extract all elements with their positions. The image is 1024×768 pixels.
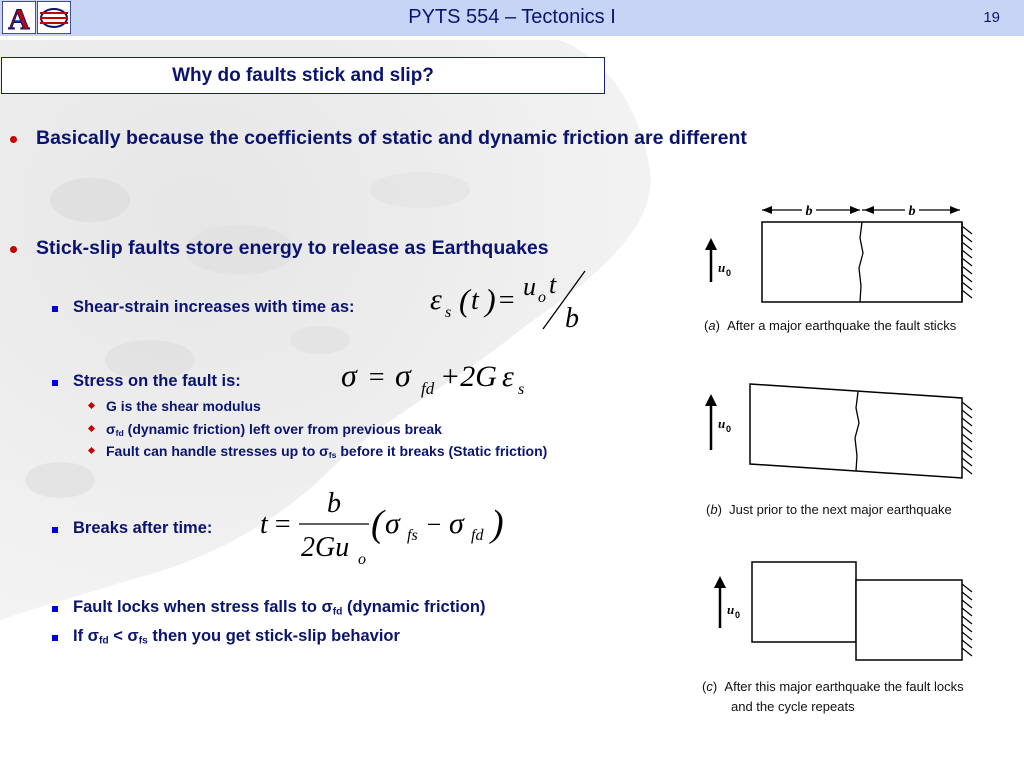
bullet-shear-modulus: G is the shear modulus: [106, 398, 261, 414]
svg-text:u: u: [727, 602, 735, 617]
svg-text:u: u: [718, 416, 726, 431]
bullet-breaks-after: Breaks after time:: [73, 519, 213, 537]
svg-text:fs: fs: [407, 527, 418, 544]
svg-text:0: 0: [735, 610, 741, 620]
equation-stress: [338, 352, 538, 404]
svg-text:2Gu: 2Gu: [301, 532, 350, 563]
svg-text:A: A: [8, 3, 30, 34]
svg-text:b: b: [805, 204, 813, 219]
svg-text:=: =: [367, 362, 386, 393]
svg-text:0: 0: [726, 424, 732, 434]
equation-shear-strain: [425, 265, 605, 335]
svg-text:t: t: [549, 270, 557, 299]
svg-text:t: t: [260, 509, 268, 540]
svg-text:b: b: [565, 303, 579, 334]
fault-diagram-c: [700, 556, 1000, 676]
course-title: PYTS 554 – Tectonics I: [408, 6, 616, 28]
svg-text:(: (: [371, 503, 384, 545]
svg-text:−: −: [425, 510, 443, 539]
page-number: 19: [983, 9, 1000, 26]
svg-text:σ: σ: [341, 357, 357, 393]
caption-c-line2: and the cycle repeats: [731, 699, 855, 714]
svg-text:o: o: [538, 289, 546, 306]
bullet-stick-slip: Stick-slip faults store energy to release as Earthquakes: [36, 237, 549, 259]
bullet-square: [52, 635, 58, 641]
slide-title: Why do faults stick and slip?: [1, 57, 605, 94]
svg-text:u: u: [523, 272, 536, 301]
svg-text:=: =: [273, 509, 292, 540]
svg-text:σ: σ: [449, 507, 464, 540]
bullet-static-friction: Fault can handle stresses up to $\sigma_{fs}$ before it breaks (Static friction): [106, 443, 548, 461]
svg-text:=: =: [497, 285, 516, 316]
bullet-dot: [10, 246, 17, 253]
caption-a: (a) After a major earthquake the fault sticks: [704, 318, 957, 333]
svg-text:b: b: [908, 204, 916, 219]
bullet-square: [52, 380, 58, 386]
svg-text:b: b: [327, 488, 341, 519]
svg-text:0: 0: [726, 268, 732, 278]
bullet-fault-locks: Fault locks when stress falls to $\sigma_{fd}$ (dynamic friction): [73, 598, 486, 618]
svg-text:σ: σ: [385, 507, 400, 540]
svg-text:t: t: [471, 285, 479, 316]
bullet-dynamic-friction: $\sigma_{fd}$ (dynamic friction) left over from previous break: [106, 421, 442, 439]
svg-text:ε: ε: [430, 283, 442, 316]
bullet-stick-slip-condition: If $\sigma_{fd} < \sigma_{fs}$ then you get stick-slip behavior: [73, 627, 400, 647]
svg-text:s: s: [518, 381, 525, 398]
equation-break-time: [255, 478, 515, 573]
svg-text:(: (: [459, 282, 470, 318]
fault-diagram-a: [700, 198, 1000, 318]
caption-b: (b) Just prior to the next major earthquake: [706, 502, 952, 517]
bullet-square: [52, 306, 58, 312]
svg-text:s: s: [445, 304, 452, 321]
bullet-shear-strain: Shear-strain increases with time as:: [73, 298, 355, 316]
bullet-stress: Stress on the fault is:: [73, 372, 241, 390]
svg-text:): ): [485, 282, 496, 318]
svg-text:σ: σ: [395, 357, 411, 393]
header-bar: [0, 0, 1024, 36]
svg-text:): ): [491, 503, 504, 545]
svg-text:o: o: [358, 551, 366, 568]
fault-diagram-b: [700, 378, 1000, 498]
bullet-dot: [10, 136, 17, 143]
bullet-square: [52, 606, 58, 612]
bullet-square: [52, 527, 58, 533]
svg-text:ε: ε: [502, 360, 514, 393]
svg-text:u: u: [718, 260, 726, 275]
bullet-friction: Basically because the coefficients of static and dynamic friction are different: [36, 127, 747, 149]
svg-text:fd: fd: [471, 527, 484, 544]
svg-text:fd: fd: [421, 379, 435, 398]
caption-c: (c) After this major earthquake the fault locks: [702, 679, 964, 694]
svg-text:+2G: +2G: [440, 360, 497, 393]
